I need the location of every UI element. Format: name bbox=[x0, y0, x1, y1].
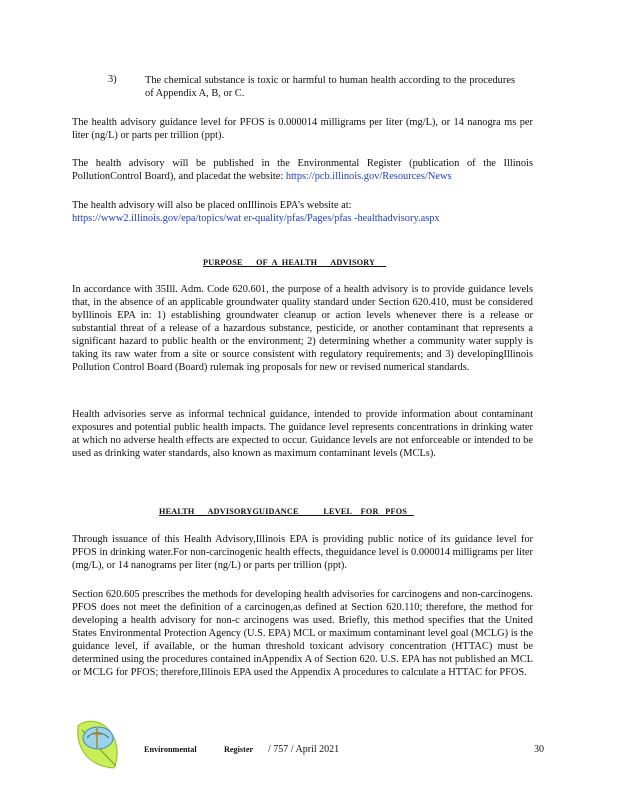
pcb-resources-link[interactable]: https://pcb.illinois.gov/Resources/News bbox=[285, 171, 452, 182]
list-item-number: 3) bbox=[108, 74, 117, 85]
footer-publication-word1: Environmental bbox=[144, 745, 197, 754]
environmental-register-logo-icon bbox=[72, 716, 124, 770]
paragraph-methods: Section 620.605 prescribes the methods for developing health advisories for carcinogens and non-carcinogens. PFOS does not meet the definition of a carcinogen,as defined at Section 620.110; therefore, the method for developing a health advisory for non-c arcinogens was used. Briefly, this method specifies that the United States Environmental Protection Agency (U.S. EPA) MCL or maximum contaminant level goal (MCLG) is the guidance level, if available, or the human threshold toxicant advisory concentration (HTTAC) must be determined using the procedures contained inAppendix A of Section 620. U.S. EPA has not published an MCL or MCLG for PFOS; therefore,Illinois EPA used the Appendix A procedures to calculate a HTTAC for PFOS. bbox=[72, 589, 533, 678]
paragraph-advisories-informal: Health advisories serve as informal technical guidance, intended to provide information about contaminant exposures and potential public health impacts. The guidance level represents concentrations in drinking water at which no adverse health effects are expected to occur. Guidance levels are not enforceable or intended to be used as drinking water standards, also known as maximum contaminant levels (MCLs). bbox=[72, 409, 533, 459]
page-number: 30 bbox=[534, 744, 544, 755]
footer-issue: / 757 / April 2021 bbox=[268, 744, 340, 755]
section-heading-guidance-level: HEALTH ADVISORYGUIDANCE LEVEL FOR PFOS bbox=[159, 507, 414, 516]
epa-health-advisory-link[interactable]: https://www2.illinois.gov/epa/topics/wat er-quality/pfas/Pages/pfas -healthadvisory.aspx bbox=[72, 213, 440, 224]
footer-publication-word2: Register bbox=[224, 745, 254, 754]
paragraph-purpose: In accordance with 35Ill. Adm. Code 620.601, the purpose of a health advisory is to provide guidance levels that, in the absence of an applicable groundwater quality standard under Section 620.410, must be considered byIllinois EPA in: 1) establishing groundwater cleanup or action levels whenever there is a release or substantial threat of a release of a hazardous substance, pesticide, or another contaminant that represents a significant hazard to public health or the environment; 2) determining whether a community water supply is taking its raw water from a site or source consistent with regulatory requirements; and 3) developingIllinois Pollution Control Board (Board) rulemak ing proposals for new or revised numerical standards. bbox=[72, 284, 533, 373]
section-heading-purpose: PURPOSE OF A HEALTH ADVISORY bbox=[203, 258, 387, 267]
paragraph-epa-website: The health advisory will also be placed onIllinois EPA’s website at: https://www2.illinois.gov/epa/topics/wat er-quality/pfas/Pages/pfas -healthadvisory.aspx bbox=[72, 200, 440, 224]
paragraph-guidance-level: The health advisory guidance level for PFOS is 0.000014 milligrams per liter (mg/L), or 14 nanogra ms per liter (ng/L) or parts per trillion (ppt). bbox=[72, 117, 533, 141]
paragraph-publication: The health advisory will be published in the Environmental Register (publication of the Illinois PollutionControl Board), and placedat the website: https://pcb.illinois.gov/Resources/News bbox=[72, 158, 533, 182]
list-item-text: The chemical substance is toxic or harmful to human health according to the procedures of Appendix A, B, or C. bbox=[145, 75, 515, 99]
paragraph-issuance: Through issuance of this Health Advisory,Illinois EPA is providing public notice of its guidance level for PFOS in drinking water.For non-carcinogenic health effects, theguidance level is 0.000014 milligrams per liter (mg/L), or 14 nanograms per liter (ng/L) or parts per trillion (ppt). bbox=[72, 534, 533, 571]
